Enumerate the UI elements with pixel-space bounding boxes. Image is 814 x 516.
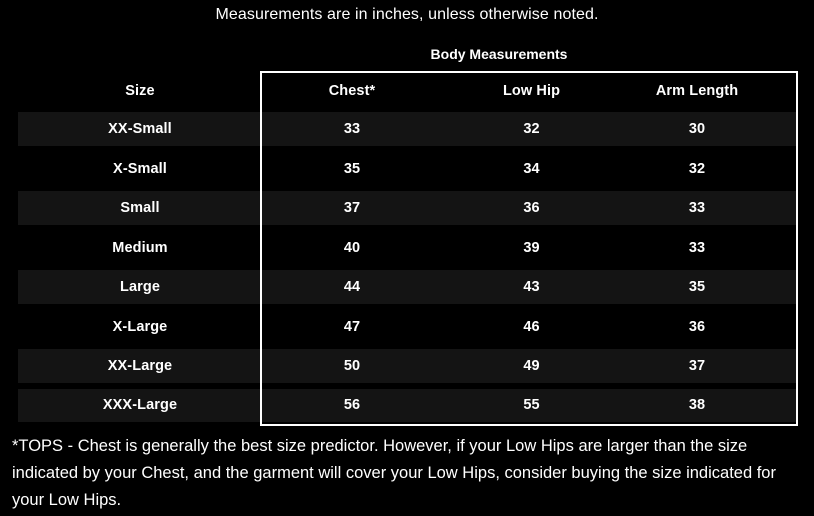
chest-value: 47: [343, 319, 361, 336]
arm-length-value: 33: [688, 240, 706, 257]
table-row: [18, 347, 797, 387]
column-header-low-hip: Low Hip: [502, 82, 561, 99]
table-row: [18, 387, 797, 427]
tops-sizing-footnote: *TOPS - Chest is generally the best size predictor. However, if your Low Hips are larger than the size indicated by your Chest, and the garment will cover your Low Hips, consider buying the size indicated for your Low Hips.: [12, 437, 776, 509]
table-row: [18, 150, 797, 190]
chest-value: 56: [343, 397, 361, 414]
measurement-units-note: Measurements are in inches, unless otherwise noted.: [215, 6, 599, 23]
table-row: [18, 229, 797, 269]
low-hip-value: 34: [523, 161, 540, 178]
low-hip-value: 32: [523, 120, 540, 137]
arm-length-value: 36: [688, 319, 706, 336]
size-label: Medium: [112, 240, 168, 257]
size-label: XX-Small: [108, 120, 172, 137]
table-row: [18, 308, 797, 348]
chest-value: 50: [343, 357, 361, 374]
table-row: [18, 268, 797, 308]
chest-value: 33: [343, 120, 361, 137]
table-row: [18, 110, 797, 150]
low-hip-value: 39: [523, 240, 540, 257]
low-hip-value: 49: [523, 357, 540, 374]
low-hip-value: 36: [523, 199, 540, 216]
arm-length-value: 37: [688, 357, 706, 374]
size-label: XXX-Large: [102, 397, 178, 414]
table-header-row: [18, 71, 797, 110]
chest-value: 37: [343, 199, 361, 216]
size-label: X-Large: [112, 319, 168, 336]
low-hip-value: 46: [523, 319, 540, 336]
column-header-chest: Chest*: [328, 82, 376, 99]
size-label: Large: [120, 278, 160, 295]
chest-value: 44: [343, 278, 361, 295]
arm-length-value: 30: [688, 120, 706, 137]
arm-length-value: 33: [688, 199, 706, 216]
arm-length-value: 32: [688, 161, 706, 178]
low-hip-value: 43: [523, 278, 540, 295]
low-hip-value: 55: [523, 397, 540, 414]
column-header-size: Size: [125, 82, 155, 99]
arm-length-value: 38: [688, 397, 706, 414]
size-label: X-Small: [113, 161, 167, 178]
size-chart-table: [0, 71, 814, 426]
column-header-arm-length: Arm Length: [655, 82, 739, 99]
body-measurements-heading: Body Measurements: [430, 46, 568, 62]
size-label: Small: [120, 199, 160, 216]
size-label: XX-Large: [107, 357, 173, 374]
chest-value: 35: [343, 161, 361, 178]
chest-value: 40: [343, 240, 361, 257]
arm-length-value: 35: [688, 278, 706, 295]
table-row: [18, 189, 797, 229]
